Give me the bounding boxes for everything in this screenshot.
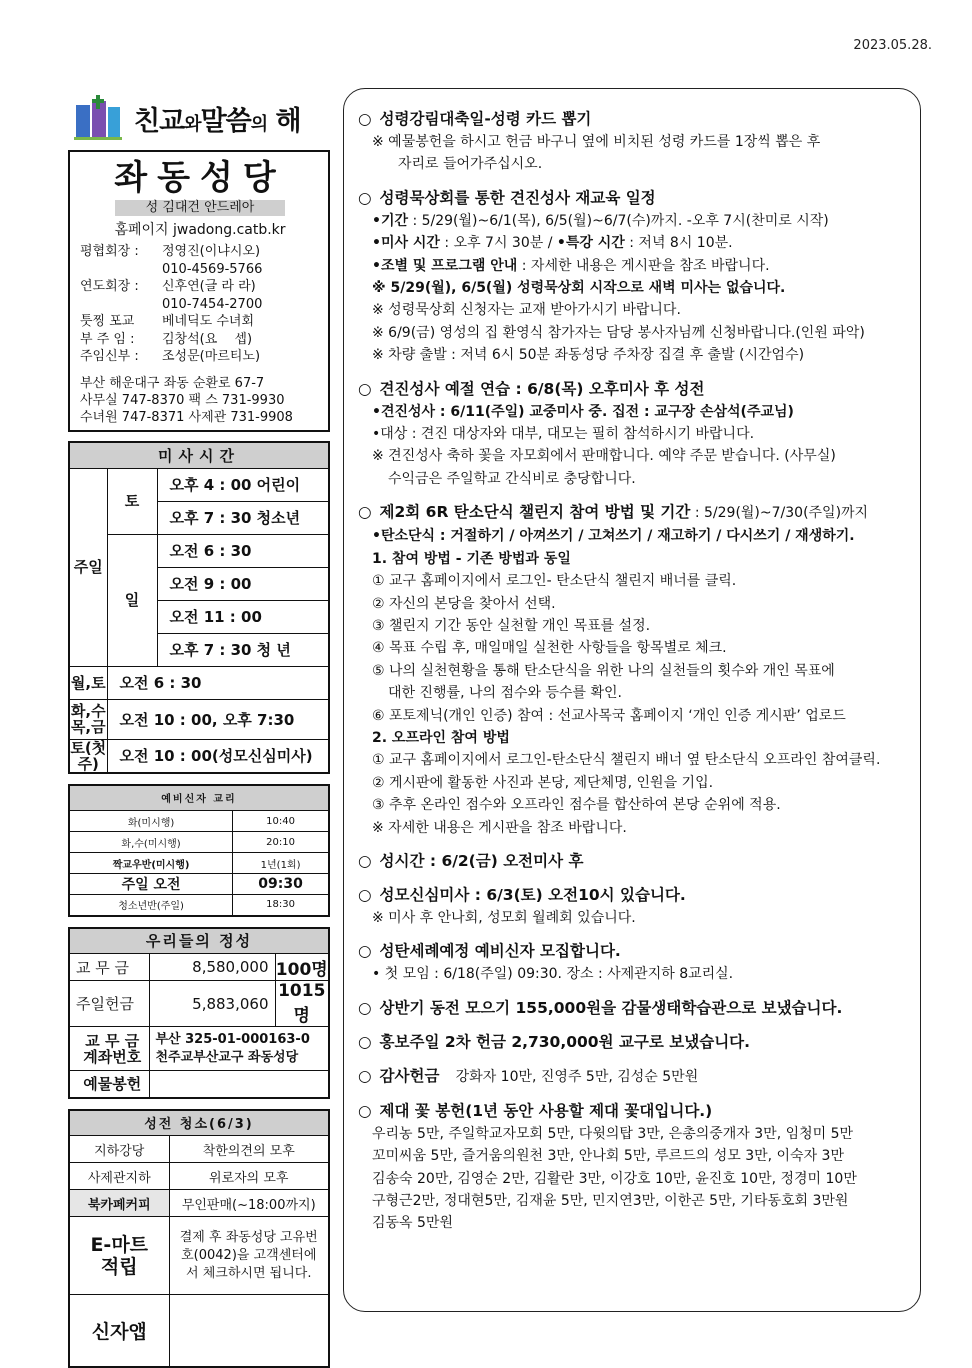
notice-section: ○ 견진성사 예절 연습 : 6/8(목) 오후미사 후 성전 •견진성사 : 6/11(주일) 교중미사 중. 집전 : 교구장 손삼석(주교님) •대상 : 견진 대상자와 대부, 대모는 필히 참석하시기 바랍니다. ※ 견진성사 축하 꽃을 자모회에서 판매합니다. 예약 주문 받습니다. (사무실) 수익금은 주일학교 간식비로 충당합니다. [358,377,910,491]
cleaning-group: 위로자의 모후 [169,1163,329,1190]
notice-section: ○ 성탄세례예정 예비신자 모집합니다. • 첫 모임 : 6/18(주일) 09:30. 장소 : 사제관지하 8교리실. [358,939,910,985]
weekday-time: 오전 10 : 00(성모신심미사) [107,739,329,773]
mass-time: 오후 7 : 30 청소년 [157,501,329,534]
mass-schedule-title: 미사시간 [69,442,329,468]
offering-amount: 5,883,060 [149,981,275,1027]
class-time: 1년(1회) [233,853,329,874]
notice-title: ○ 성시간 : 6/2(금) 오전미사 후 [358,851,584,870]
class-time: 18:30 [233,895,329,916]
notice-title: ○ 홍보주일 2차 헌금 2,730,000원 교구로 보냈습니다. [358,1032,751,1051]
offertory-label: 예물봉헌 [69,1071,149,1098]
notice-section [358,849,910,873]
patron-saint: 성 김대건 안드레아 [115,200,285,216]
offertory-value [149,1071,329,1098]
bulletin-date: 2023.05.28. [853,38,932,53]
notice-title: ○ 성탄세례예정 예비신자 모집합니다. [358,942,621,961]
offering-label: 주일헌금 [69,981,149,1027]
notice-title: ○ 감사헌금 강화자 10만, 진영주 5만, 김성순 5만원 [358,1066,699,1085]
offering-table [68,927,330,1099]
cleaning-place: 사제관지하 [69,1163,169,1190]
notice-section [358,1030,910,1054]
mass-schedule-table [68,441,330,774]
church-name: 좌동성당 [114,158,286,198]
notice-section: ○ 성령강림대축일-성령 카드 뽑기 ※ 예물봉헌을 하시고 헌금 바구니 옆에 비치된 성령 카드를 1장씩 뽑은 후 자리로 들어가주십시오. [358,107,910,176]
mass-time: 오전 11 : 00 [157,600,329,633]
cleaning-group: 착한의견의 모후 [169,1136,329,1163]
left-column [68,92,330,1368]
notice-section [358,996,910,1020]
weekday-label: 토(첫주) [70,738,107,773]
notice-section: ○ 제2회 6R 탄소단식 챌린지 참여 방법 및 기간 : 5/29(월)~7/30(주일)까지 •탄소단식 : 거절하기 / 아껴쓰기 / 고쳐쓰기 / 재고하기 / 다시쓰기 / 재생하기. 1. 참여 방법 - 기존 방법과 동일 ① 교구 홈페이지에서 로그인- 탄소단식 챌린지 배너를 클릭. ② 자신의 본당을 찾아서 선택. ③ 챌린지 기간 동안 실천할 개인 목표를 설정. ④ 목표 수립 후, 매일매일 실천한 사항들을 항목별로 체크. ⑤ 나의 실천현황을 통해 탄소단식을 위한 나의 실천들의 횟수와 개인 목표에 대한 진행률, 나의 점수와 등수를 확인. ⑥ 포토제닉(개인 인증) 참여 : 선교사목국 홈페이지 ‘개인 인증 게시판’ 업로드 2. 오프라인 참여 방법 ① 교구 홈페이지에서 로그인-탄소단식 챌린지 배너 옆 탄소단식 오프라인 참여클릭. ② 게시판에 활동한 사진과 본당, 제단체명, 인원을 기입. ③ 추후 온라인 점수와 오프라인 점수를 합산하여 본당 순위에 적용. ※ 자세한 내용은 게시판을 참조 바랍니다. [358,500,910,839]
address-block: 부산 해운대구 좌동 순환로 67-7 사무실 747-8370 팩 스 731-9930 수녀원 747-8371 사제관 731-9908 [80,375,293,425]
offering-title: 우리들의 정성 [69,928,329,954]
class-name: 화,수(미시행) [69,832,233,853]
notice-section: ○ 제대 꽃 봉헌(1년 동안 사용할 제대 꽃대입니다.) 우리농 5만, 주일학교자모회 5만, 다윗의탑 3만, 은총의중개자 3만, 임청미 5만 꼬미씨움 5만, 즐거움의원천 3만, 안나회 5만, 루르드의 성모 3만, 이숙자 3만 김송숙 20만, 김영순 2만, 김활란 3만, 이강호 10만, 윤진호 10만, 정경미 10만 구형근2만, 정대현5만, 김재윤 5만, 민지연3만, 이한곤 5만, 기타동호회 3만원 김동옥 5만원 [358,1099,910,1235]
class-name: 청소년반(주일) [69,895,233,916]
church-info-box [68,150,330,432]
cleaning-group: 무인판매(~18:00까지) [169,1190,329,1217]
mass-time: 오후 7 : 30 청 년 [157,633,329,666]
cleaning-place: 지하강당 [69,1136,169,1163]
app-qr [169,1295,329,1367]
year-theme-text: 친교와말씀의 해 [134,105,301,137]
weekday-label: 화,수 목,금 [69,699,107,739]
weekday-label: 월,토 [69,666,107,699]
staff-row: 010-7454-2700 [162,296,263,312]
notice-title: ○ 성령강림대축일-성령 카드 뽑기 [358,110,592,128]
offering-count: 1015명 [275,981,329,1027]
notice-title: ○ 상반기 동전 모으기 155,000원을 감물생태학습관으로 보냈습니다. [358,998,843,1017]
catechumen-table [68,784,330,917]
notice-section: ○ 성모신심미사 : 6/3(토) 오전10시 있습니다. ※ 미사 후 안나회, 성모회 월례회 있습니다. [358,883,910,929]
mass-time: 오전 6 : 30 [157,534,329,567]
class-name: 짝교우반(미시행) [69,853,233,874]
staff-row: 010-4569-5766 [162,261,263,277]
offering-label: 교 무 금 [69,954,149,981]
notice-title: ○ 성령묵상회를 통한 견진성사 재교육 일정 [358,188,656,207]
sunday-day-label: 일 [107,534,157,666]
mass-time: 오후 4 : 00 어린이 [157,468,329,501]
staff-row: 주임신부 : 조성문(마르티노) [80,349,261,364]
weekday-time: 오전 6 : 30 [107,666,329,699]
church-logo-icon [68,95,128,141]
account-label: 교 무 금 계좌번호 [69,1027,149,1071]
class-time: 20:10 [233,832,329,853]
staff-row: 연도회장 : 신후연(글 라 라) [80,279,256,294]
cleaning-table [68,1109,330,1368]
offering-amount: 8,580,000 [149,954,275,981]
saturday-label: 토 [107,468,157,534]
cleaning-title: 성전 청소(6/3) [69,1110,329,1136]
notice-title: ○ 제2회 6R 탄소단식 챌린지 참여 방법 및 기간 : 5/29(월)~7/30(주일)까지 [358,503,869,522]
sunday-label: 주일 [69,468,107,666]
notice-title: ○ 제대 꽃 봉헌(1년 동안 사용할 제대 꽃대입니다.) [358,1101,713,1120]
emart-label: E-마트 적립 [69,1217,169,1295]
notice-title: ○ 견진성사 예절 연습 : 6/8(목) 오후미사 후 성전 [358,379,705,398]
class-name: 주일 오전 [69,874,233,895]
staff-list [80,243,320,366]
class-name: 화(미시행) [69,811,233,832]
app-label: 신자앱 [69,1295,169,1367]
weekday-time: 오전 10 : 00, 오후 7:30 [107,699,329,739]
notice-panel [343,88,921,1312]
staff-row: 평협회장 : 정영진(이냐시오) [80,244,261,259]
year-logo [68,92,330,144]
notice-section: ○ 성령묵상회를 통한 견진성사 재교육 일정 •기간 : 5/29(월)~6/1(목), 6/5(월)~6/7(수)까지. -오후 7시(찬미로 시작) •미사 시간 : 오후 7시 30분 / •특강 시간 : 저녁 8시 10분. •조별 및 프로그램 안내 : 자세한 내용은 게시판을 참조 바랍니다. ※ 5/29(월), 6/5(월) 성령묵상회 시작으로 새벽 미사는 없습니다. ※ 성령묵상회 신청자는 교재 받아가시기 바랍니다. ※ 6/9(금) 영성의 집 환영식 참가자는 담당 봉사자님께 신청바랍니다.(인원 파악) ※ 차량 출발 : 저녁 6시 50분 좌동성당 주차장 집결 후 출발 (시간엄수) [358,186,910,367]
staff-row: 툿찡 포교 베네딕도 수녀회 [80,314,255,329]
notice-section [358,1064,910,1089]
emart-text: 결제 후 좌동성당 고유번호(0042)을 고객센터에서 체크하시면 됩니다. [169,1217,329,1295]
catechumen-title: 예비신자 교리 [69,785,329,811]
class-time: 09:30 [233,874,329,895]
class-time: 10:40 [233,811,329,832]
notice-title: ○ 성모신심미사 : 6/3(토) 오전10시 있습니다. [358,885,686,904]
account-number: 부산 325-01-000163-0 천주교부산교구 좌동성당 [149,1027,329,1071]
cleaning-place: 북카페커피 [69,1190,169,1217]
offering-count: 100명 [275,954,329,981]
staff-row: 부 주 임 : 김창석(요 셉) [80,331,253,347]
mass-time: 오전 9 : 00 [157,567,329,600]
homepage: 홈페이지 jwadong.catb.kr [114,222,286,238]
